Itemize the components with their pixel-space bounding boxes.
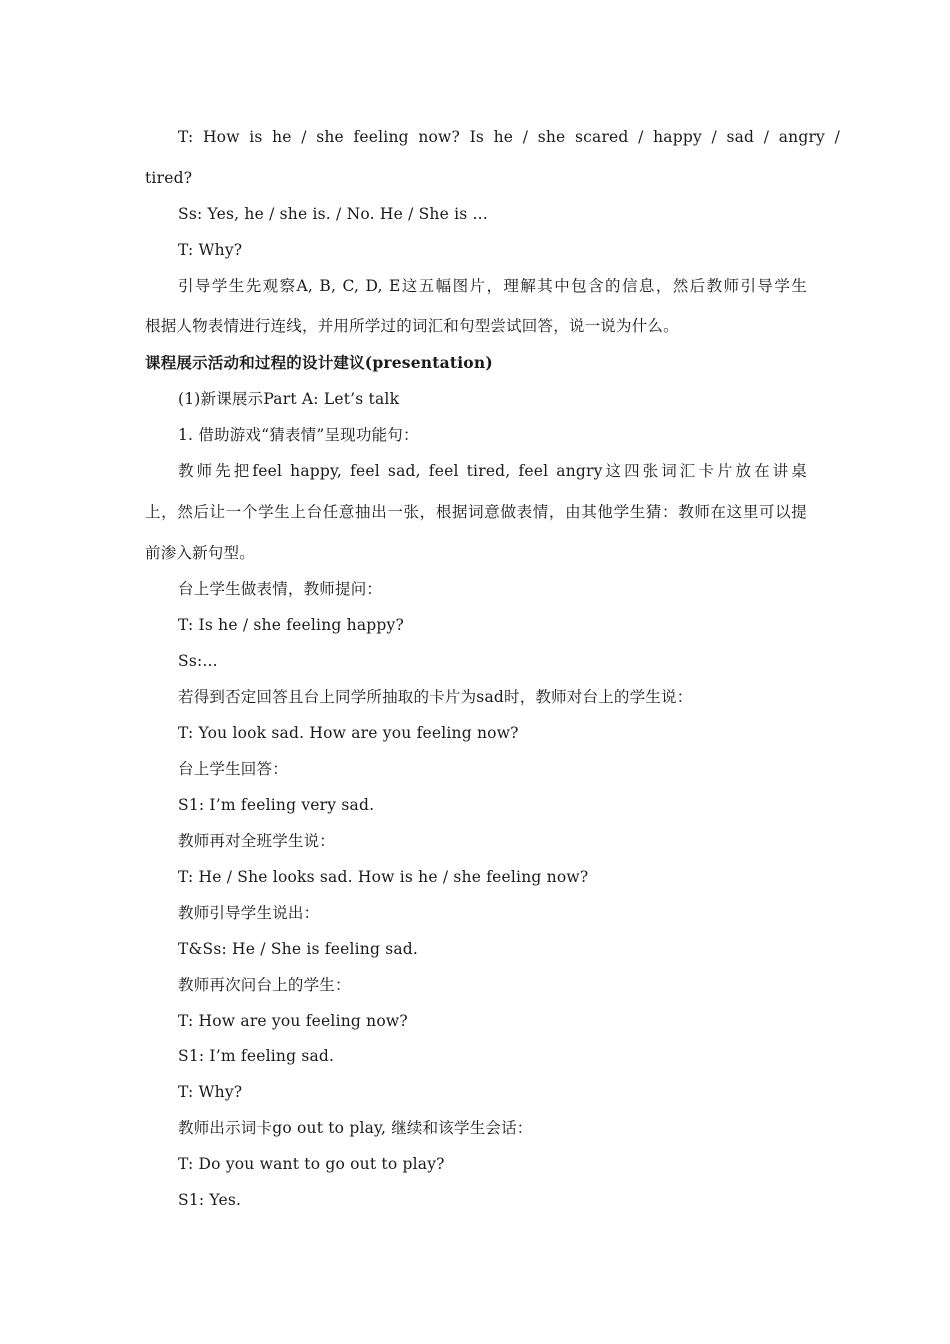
text-line: T: Why? [178,241,243,259]
text-line: T: He / She looks sad. How is he / she feeling now? [178,868,589,886]
section-heading: 课程展示活动和过程的设计建议(presentation) [145,353,493,372]
text-line: T: Do you want to go out to play? [178,1155,445,1173]
text-line: T: Why? [178,1083,243,1101]
text-line: 1. 借助游戏“猜表情”呈现功能句： [178,426,419,444]
text-line: Ss:... [178,652,218,670]
text-line: 教师先把feel happy, feel sad, feel tired, feel angry这四张词汇卡片放在讲桌 [178,462,807,480]
text-line: 根据人物表情进行连线，并用所学过的词汇和句型尝试回答，说一说为什么。 [145,317,679,335]
text-line: 台上学生做表情，教师提问： [178,580,383,598]
text-line: S1: I’m feeling very sad. [178,796,375,814]
text-line: T: How are you feeling now? [178,1012,408,1030]
text-line: T: How is he / she feeling now? Is he / she scared / happy / sad / angry / [178,128,840,146]
text-line: 台上学生回答： [178,760,288,778]
text-line: 教师出示词卡go out to play, 继续和该学生会话： [178,1119,533,1137]
text-line: 教师再对全班学生说： [178,832,336,850]
text-line: tired? [145,169,193,187]
text-line: T&Ss: He / She is feeling sad. [178,940,419,958]
text-line: T: Is he / she feeling happy? [178,616,404,634]
text-line: 教师引导学生说出： [178,904,320,922]
text-line: 教师再次问台上的学生： [178,976,351,994]
text-line: S1: Yes. [178,1191,242,1209]
text-line: T: You look sad. How are you feeling now? [178,724,519,742]
text-line: 上，然后让一个学生上台任意抽出一张，根据词意做表情，由其他学生猜：教师在这里可以提 [145,503,807,521]
text-line: Ss: Yes, he / she is. / No. He / She is ... [178,205,488,223]
text-line: 引导学生先观察A, B, C, D, E这五幅图片，理解其中包含的信息，然后教师引导学生 [178,277,807,295]
text-line: 前渗入新句型。 [145,544,255,562]
text-line: S1: I’m feeling sad. [178,1047,335,1065]
text-line: 若得到否定回答且台上同学所抽取的卡片为sad时，教师对台上的学生说： [178,688,693,706]
text-line: (1)新课展示Part A: Let’s talk [178,390,400,408]
